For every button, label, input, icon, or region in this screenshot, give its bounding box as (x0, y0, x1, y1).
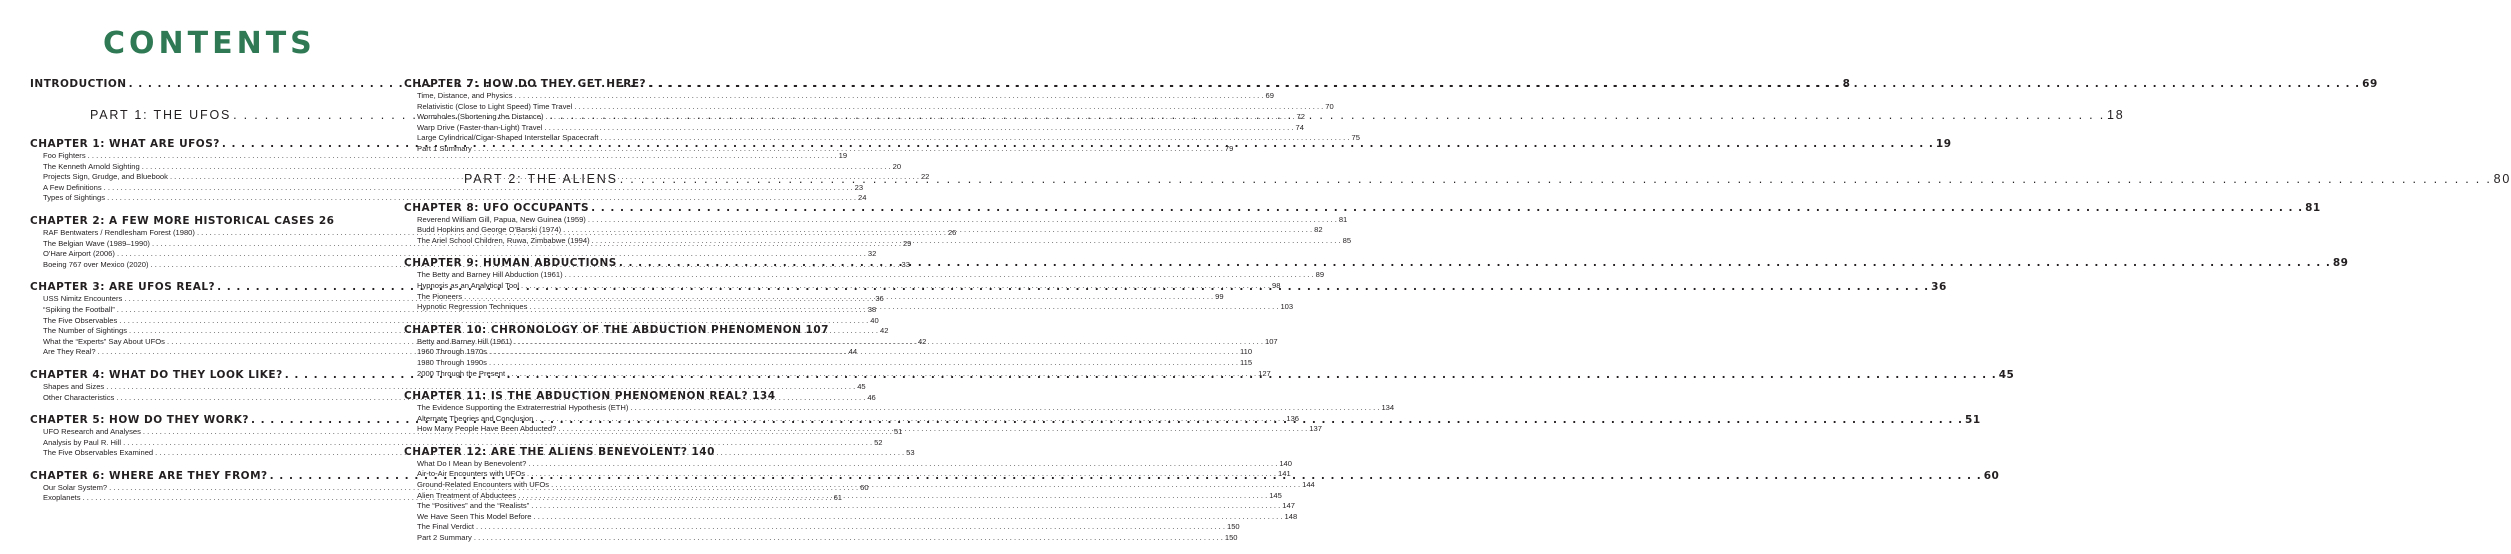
toc-subsection-page: 81 (1338, 214, 1348, 224)
dot-leader (515, 91, 1264, 102)
toc-subsection-label: Our Solar System? (43, 482, 108, 492)
toc-chapter-title: CHAPTER 10: CHRONOLOGY OF THE ABDUCTION PHENOMENON (404, 323, 802, 336)
toc-subsection-label: “Spiking the Football” (43, 304, 115, 314)
toc-part-2-page: 80 (2493, 171, 2511, 186)
toc-subsection-label: The Five Observables Examined (43, 448, 154, 458)
toc-subsection-label: Betty and Barney Hill (1961) (417, 336, 512, 346)
toc-subsection-page: 32 (867, 249, 877, 259)
toc-subsection-label: Wormholes (Shortening the Distance) (417, 112, 544, 122)
toc-subsection-page: 70 (1325, 101, 1334, 111)
toc-subsection-label: A Few Definitions (43, 182, 102, 192)
toc-introduction-page: 8 (1842, 78, 1851, 90)
toc-subsection-label: Large Cylindrical/Cigar-Shaped Interstellar Spacecraft (417, 133, 599, 143)
toc-subsection-label: The Evidence Supporting the Extraterrestrial Hypothesis (ETH) (417, 403, 629, 413)
dot-leader (518, 491, 1267, 502)
toc-subsection-page: 110 (1239, 347, 1253, 357)
dot-leader (648, 77, 2360, 91)
toc-subsection-page: 75 (1351, 133, 1360, 143)
toc-subsection[interactable] (404, 522, 1240, 533)
toc-subsection-label: USS Nimitz Encounters (43, 294, 123, 304)
toc-subsection-page: 72 (1296, 112, 1305, 122)
toc-subsection-label: Projects Sign, Grudge, and Bluebook (43, 172, 168, 182)
toc-subsection[interactable] (30, 182, 864, 194)
dot-leader (464, 292, 1213, 303)
toc-subsection-page: 148 (1284, 511, 1298, 521)
toc-subsection-page: 103 (1280, 302, 1294, 312)
toc-subsection-page: 150 (1226, 522, 1240, 532)
dot-leader (563, 225, 1312, 236)
toc-subsection-label: RAF Bentwaters / Rendlesham Forest (1980) (43, 227, 195, 237)
toc-chapter-title: CHAPTER 12: ARE THE ALIENS BENEVOLENT? (404, 445, 688, 458)
dot-leader (551, 480, 1300, 491)
toc-subsection[interactable] (30, 151, 848, 162)
toc-subsection[interactable] (404, 280, 1281, 292)
dot-leader (574, 102, 1323, 113)
toc-subsection-page: 69 (1265, 91, 1274, 100)
toc-subsection-page: 42 (917, 336, 927, 346)
dot-leader (474, 144, 1223, 155)
toc-chapter-page: 45 (1998, 368, 2015, 381)
toc-chapter-page: 60 (1983, 469, 2000, 482)
toc-subsection-page: 150 (1224, 533, 1238, 543)
toc-chapter-page: 69 (2362, 78, 2378, 90)
toc-subsection-label: UFO Research and Analyses (43, 427, 141, 437)
toc-subsection[interactable] (30, 315, 879, 327)
toc-subsection[interactable] (30, 437, 883, 449)
toc-subsection-label: Part 1 Summary (417, 143, 472, 153)
toc-part-1-label: PART 1: THE UFOS (90, 108, 232, 122)
dot-leader (545, 112, 1294, 123)
toc-subsection[interactable] (404, 270, 1325, 281)
toc-subsection-label: The “Positives” and the “Realists” (417, 501, 530, 511)
toc-subsection-page: 23 (854, 182, 864, 192)
toc-subsection[interactable] (404, 368, 1271, 380)
toc-subsection-label: What Do I Mean by Benevolent? (417, 458, 527, 468)
toc-subsection[interactable] (404, 403, 1395, 414)
toc-subsection[interactable] (404, 413, 1300, 425)
toc-subsection-page: 51 (893, 427, 903, 437)
dot-leader (527, 469, 1276, 480)
toc-subsection-label: Foo Fighters (43, 151, 86, 160)
toc-subsection[interactable] (404, 133, 1360, 144)
toc-subsection-label: How Many People Have Been Abducted? (417, 424, 557, 434)
dot-leader (588, 215, 1337, 226)
toc-subsection-label: O'Hare Airport (2006) (43, 249, 115, 259)
toc-subsection-label: The Pioneers (417, 291, 463, 301)
toc-subsection[interactable] (404, 214, 1348, 226)
toc-subsection-page: 98 (1272, 280, 1281, 290)
toc-subsection-page: 40 (870, 315, 879, 325)
toc-subsection[interactable] (404, 112, 1305, 123)
contents-title: CONTENTS (103, 26, 316, 61)
toc-chapter-title: CHAPTER 1: WHAT ARE UFOS? (30, 138, 220, 150)
toc-subsection-label: 1980 Through 1990s (417, 357, 487, 367)
toc-subsection[interactable] (404, 511, 1298, 523)
toc-chapter-title: CHAPTER 9: HUMAN ABDUCTIONS (404, 257, 617, 270)
toc-chapter-page: 89 (2332, 257, 2349, 270)
toc-introduction-label: INTRODUCTION (30, 78, 127, 90)
toc-subsection[interactable] (404, 469, 1291, 480)
toc-subsection-label: The Final Verdict (417, 522, 474, 532)
dot-leader (528, 459, 1277, 470)
toc-subsection-page: 52 (874, 437, 883, 447)
toc-subsection-page: 20 (892, 161, 902, 171)
toc-subsection[interactable] (404, 101, 1334, 113)
toc-chapter-title: CHAPTER 7: HOW DO THEY GET HERE? (404, 78, 647, 90)
toc-subsection-page: 24 (858, 193, 867, 203)
dot-leader (601, 133, 1350, 144)
toc-chapter-heading[interactable] (404, 389, 776, 403)
toc-subsection-label: Boeing 767 over Mexico (2020) (43, 259, 149, 269)
toc-subsection-label: Ground-Related Encounters with UFOs (417, 480, 550, 490)
dot-leader (474, 533, 1223, 544)
toc-chapter-title: CHAPTER 8: UFO OCCUPANTS (404, 201, 590, 214)
dot-leader (514, 337, 1263, 348)
toc-subsection[interactable] (30, 193, 867, 204)
toc-subsection-label: Analysis by Paul R. Hill (43, 437, 122, 447)
toc-subsection-page: 60 (860, 482, 869, 492)
dot-leader (529, 302, 1278, 313)
dot-leader (531, 501, 1280, 512)
toc-subsection-page: 29 (902, 238, 912, 248)
toc-chapter-heading[interactable] (404, 323, 829, 337)
toc-subsection-label: Relativistic (Close to Light Speed) Time Travel (417, 101, 573, 111)
dot-leader (521, 281, 1270, 292)
toc-subsection-page: 85 (1342, 235, 1352, 245)
toc-chapter-page: 134 (752, 390, 776, 403)
toc-subsection-label: The Ariel School Children, Ruwa, Zimbabwe (1994) (417, 235, 590, 245)
toc-subsection-page: 22 (920, 172, 930, 182)
toc-subsection-page: 33 (901, 259, 910, 269)
dot-leader (591, 201, 2303, 215)
toc-subsection-label: Reverend William Gill, Papua, New Guinea (1959) (417, 214, 586, 224)
toc-subsection-page: 89 (1315, 270, 1325, 280)
toc-subsection-label: The Kenneth Arnold Sighting (43, 161, 140, 171)
toc-subsection-page: 44 (848, 347, 858, 357)
toc-subsection-label: Hypnosis as an Analytical Tool (417, 280, 520, 290)
toc-chapter-page: 26 (318, 214, 335, 227)
toc-subsection-page: 46 (867, 392, 876, 402)
toc-subsection-page: 38 (867, 304, 877, 314)
toc-chapter-page: 19 (1935, 138, 1952, 150)
toc-chapter-page: 36 (1931, 281, 1947, 294)
toc-subsection-label: Alternate Theories and Conclusion (417, 413, 534, 423)
toc-subsection-page: 79 (1224, 143, 1234, 153)
toc-subsection[interactable] (30, 161, 902, 173)
toc-subsection-page: 136 (1286, 413, 1300, 423)
toc-subsection-label: Are They Real? (43, 347, 96, 357)
toc-subsection-page: 26 (947, 227, 957, 237)
toc-subsection-page: 99 (1215, 291, 1224, 301)
toc-chapter-page: 81 (2305, 201, 2321, 214)
toc-chapter-title: CHAPTER 6: WHERE ARE THEY FROM? (30, 469, 268, 482)
dot-leader (630, 403, 1379, 414)
dot-leader (489, 347, 1238, 358)
toc-subsection-label: Types of Sightings (43, 193, 106, 203)
toc-chapter-title: CHAPTER 5: HOW DO THEY WORK? (30, 414, 250, 427)
toc-subsection-page: 140 (1279, 458, 1292, 468)
toc-subsection-page: 134 (1381, 403, 1395, 413)
toc-subsection[interactable] (404, 458, 1292, 470)
toc-subsection-page: 141 (1278, 469, 1291, 479)
toc-subsection-page: 107 (1264, 336, 1278, 346)
toc-subsection[interactable] (30, 249, 877, 260)
dot-leader (534, 512, 1283, 523)
toc-subsection-page: 144 (1302, 480, 1315, 490)
toc-subsection-page: 61 (833, 493, 843, 503)
toc-chapter-page: 140 (691, 445, 715, 458)
toc-subsection-label: Shapes and Sizes (43, 381, 105, 391)
toc-part-1-page: 18 (2107, 108, 2125, 122)
dot-leader (476, 522, 1225, 533)
toc-subsection-label: Warp Drive (Faster-than-Light) Travel (417, 122, 543, 132)
dot-leader (592, 236, 1341, 247)
toc-subsection-label: The Number of Sightings (43, 326, 127, 336)
toc-subsection-page: 82 (1314, 225, 1323, 235)
toc-subsection-page: 137 (1309, 424, 1322, 434)
toc-subsection-page: 53 (906, 448, 915, 458)
toc-subsection-label: 2000 Through the Present (417, 368, 506, 378)
toc-subsection-label: We Have Seen This Model Before (417, 511, 532, 521)
toc-subsection-page: 115 (1239, 357, 1253, 367)
toc-subsection-page: 19 (838, 151, 848, 160)
dot-leader (619, 256, 2331, 270)
dot-leader (535, 414, 1284, 425)
toc-chapter-heading[interactable] (404, 201, 2321, 215)
toc-chapter-page: 107 (805, 323, 829, 336)
toc-subsection[interactable] (404, 91, 1274, 102)
toc-subsection-label: Hypnotic Regression Techniques (417, 302, 528, 312)
toc-subsection-label: Other Characteristics (43, 392, 115, 402)
toc-subsection-label: The Betty and Barney Hill Abduction (1961) (417, 270, 563, 280)
toc-part-2-label: PART 2: THE ALIENS (464, 171, 618, 186)
dot-leader (620, 171, 2492, 187)
toc-subsection-page: 45 (857, 381, 866, 391)
toc-chapter-title: CHAPTER 11: IS THE ABDUCTION PHENOMENON REAL? (404, 390, 749, 403)
dot-leader (544, 123, 1293, 134)
toc-chapter-heading[interactable] (404, 445, 715, 459)
toc-subsection-page: 127 (1258, 368, 1271, 378)
toc-subsection-page: 145 (1269, 490, 1282, 500)
toc-chapter-heading[interactable] (30, 214, 335, 228)
toc-subsection-label: The Five Observables (43, 315, 118, 325)
toc-chapter-title: CHAPTER 3: ARE UFOS REAL? (30, 281, 216, 294)
toc-subsection[interactable] (404, 533, 1238, 544)
toc-subsection-page: 147 (1282, 501, 1295, 511)
dot-leader (565, 270, 1314, 281)
toc-chapter-page: 51 (1965, 414, 1981, 427)
toc-subsection-label: Alien Treatment of Abductees (417, 490, 517, 500)
toc-chapter-title: CHAPTER 2: A FEW MORE HISTORICAL CASES (30, 214, 315, 227)
toc-subsection-page: 36 (875, 294, 884, 304)
toc-subsection[interactable] (30, 381, 866, 393)
toc-subsection-page: 74 (1295, 122, 1304, 132)
toc-subsection-label: Exoplanets (43, 493, 81, 503)
toc-subsection[interactable] (404, 357, 1253, 369)
toc-chapter-heading[interactable] (404, 77, 2378, 91)
dot-leader (489, 358, 1238, 369)
toc-subsection[interactable] (404, 501, 1295, 512)
toc-subsection-label: What the “Experts” Say About UFOs (43, 336, 165, 346)
toc-subsection[interactable] (404, 122, 1304, 134)
dot-leader (507, 369, 1256, 380)
toc-subsection-page: 42 (879, 326, 889, 336)
toc-chapter-title: CHAPTER 4: WHAT DO THEY LOOK LIKE? (30, 368, 283, 381)
dot-leader (558, 424, 1307, 435)
toc-subsection-label: Budd Hopkins and George O'Barski (1974) (417, 225, 562, 235)
toc-subsection[interactable] (404, 143, 1234, 155)
toc-subsection-label: Air-to-Air Encounters with UFOs (417, 469, 526, 479)
toc-subsection-label: The Belgian Wave (1989–1990) (43, 238, 150, 248)
toc-subsection-label: Part 2 Summary (417, 533, 472, 543)
toc-subsection-label: Time, Distance, and Physics (417, 91, 513, 100)
toc-subsection-label: 1960 Through 1970s (417, 347, 487, 357)
